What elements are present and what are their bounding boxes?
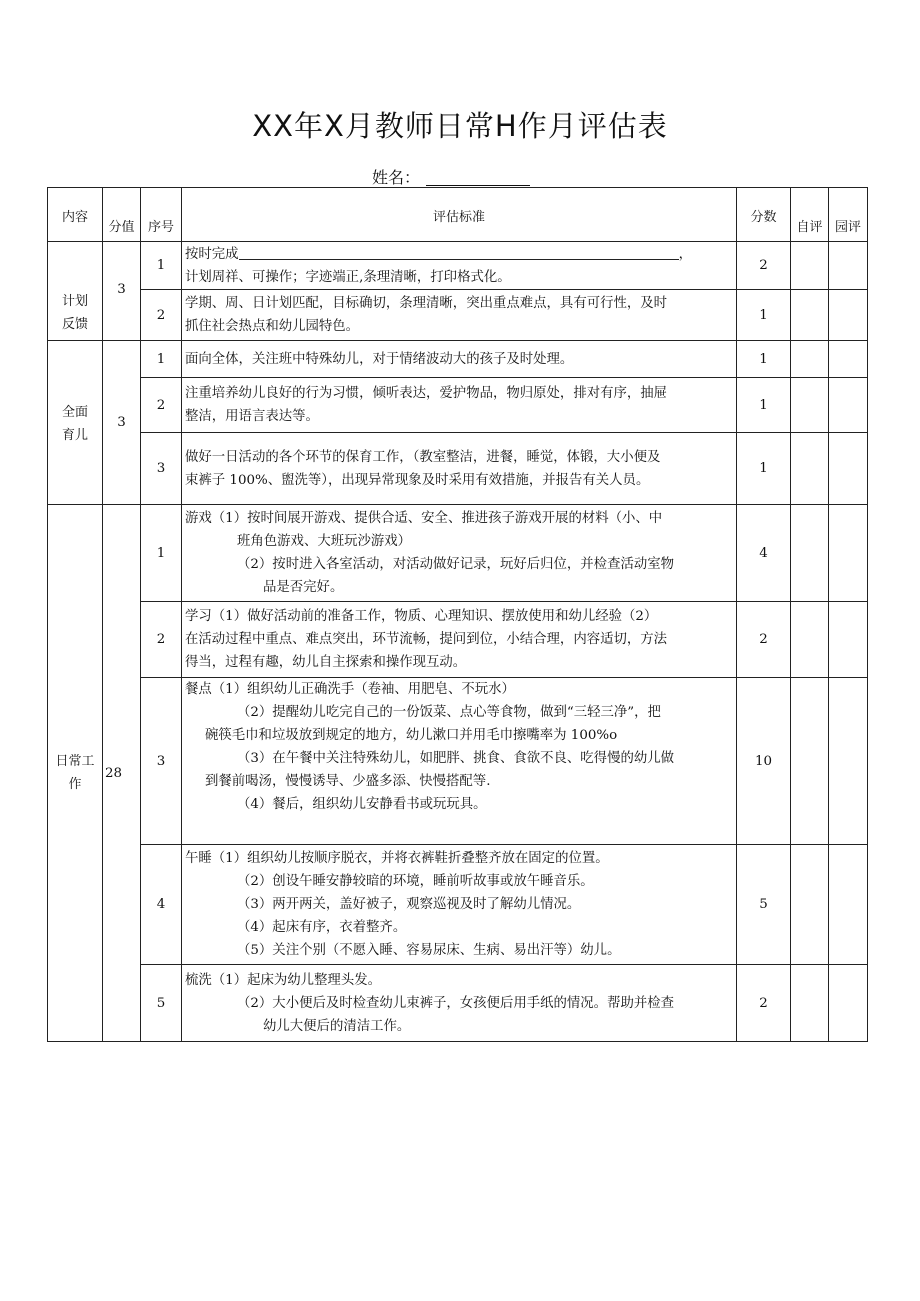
seq-cell: 1 [141,242,182,290]
section-plan-points: 3 [103,242,141,341]
score-cell: 5 [737,845,791,965]
self-eval-cell[interactable] [791,965,829,1042]
seq-cell: 2 [141,290,182,341]
criteria-cell: 梳洗（1）起床为幼儿整理头发。 （2）大小便后及时检查幼儿束裤子，女孩便后用手纸的情况。帮助并检查 幼儿大便后的清洁工作。 [182,965,737,1042]
table-row [48,965,868,1042]
garden-eval-cell[interactable] [829,433,868,505]
criteria-cell: 面向全体，关注班中特殊幼儿，对于情绪波动大的孩子及时处理。 [182,341,737,378]
garden-eval-cell[interactable] [829,505,868,602]
garden-eval-cell[interactable] [829,290,868,341]
self-eval-cell[interactable] [791,678,829,845]
self-eval-cell[interactable] [791,845,829,965]
score-cell: 4 [737,505,791,602]
criteria-cell: 餐点（1）组织幼儿正确洗手（卷袖、用肥皂、不玩水） （2）提醒幼儿吃完自己的一份饭菜、点心等食物，做到“三轻三净”，把 碗筷毛巾和垃圾放到规定的地方，幼儿漱口并用毛巾擦嘴率为 100%o （3）在午餐中关注特殊幼儿，如肥胖、挑食、食欲不良、吃得慢的幼儿做 到餐前喝汤，慢慢诱导、少盛多添、快慢搭配等. （4）餐后，组织幼儿安静看书或玩玩具。 [182,678,737,845]
self-eval-cell[interactable] [791,602,829,678]
garden-eval-cell[interactable] [829,965,868,1042]
criteria-cell: 游戏（1）按时间展开游戏、提供合适、安全、推进孩子游戏开展的材料（小、中 班角色游戏、大班玩沙游戏） （2）按时进入各室活动，对活动做好记录，玩好后归位，并检查活动室物 品是否完好。 [182,505,737,602]
garden-eval-cell[interactable] [829,378,868,433]
self-eval-cell[interactable] [791,341,829,378]
header-criteria: 评估标准 [182,188,737,242]
garden-eval-cell[interactable] [829,602,868,678]
criteria-cell: 学期、周、日计划匹配，目标确切，条理清晰，突出重点难点，具有可行性，及时 抓住社会热点和幼儿园特色。 [182,290,737,341]
self-eval-cell[interactable] [791,433,829,505]
score-cell: 1 [737,433,791,505]
score-cell: 1 [737,290,791,341]
seq-cell: 1 [141,341,182,378]
evaluation-table [47,187,868,1042]
score-cell: 10 [737,678,791,845]
table-row [48,505,868,602]
seq-cell: 3 [141,678,182,845]
criteria-cell: 注重培养幼儿良好的行为习惯，倾听表达，爱护物品，物归原处，排对有序，抽屉 整洁，用语言表达等。 [182,378,737,433]
header-row [48,188,868,242]
self-eval-cell[interactable] [791,505,829,602]
seq-cell: 3 [141,433,182,505]
seq-cell: 4 [141,845,182,965]
seq-cell: 2 [141,378,182,433]
criteria-cell: 学习（1）做好活动前的准备工作，物质、心理知识、摆放使用和幼儿经验（2） 在活动过程中重点、难点突出，环节流畅，提问到位，小结合理，内容适切，方法 得当，过程有趣，幼儿自主探索和操作现互动。 [182,602,737,678]
seq-cell: 2 [141,602,182,678]
seq-cell: 5 [141,965,182,1042]
score-cell: 1 [737,341,791,378]
header-self: 自评 [791,188,829,242]
self-eval-cell[interactable] [791,290,829,341]
section-edu-points: 3 [103,341,141,505]
section-plan-name: 计划 反馈 [48,242,103,341]
table-row [48,341,868,378]
score-cell: 2 [737,242,791,290]
name-field[interactable] [372,165,530,188]
name-label: 姓名： [372,168,421,187]
table-row [48,845,868,965]
table-row [48,678,868,845]
criteria-cell: 做好一日活动的各个环节的保育工作，（教室整洁，进餐，睡觉，体锻，大小便及 束裤子 100%、盥洗等），出现异常现象及时采用有效措施，并报告有关人员。 [182,433,737,505]
self-eval-cell[interactable] [791,242,829,290]
criteria-cell: 按时完成 ， 计划周祥、可操作；字迹端正,条理清晰，打印格式化。 [182,242,737,290]
page-title: XX年X月教师日常H作月评估表 [252,109,668,143]
score-cell: 2 [737,965,791,1042]
header-score: 分数 [737,188,791,242]
table-row [48,433,868,505]
section-daily-points: 28 [103,505,141,1042]
section-edu-name: 全面 育儿 [48,341,103,505]
blank-underline [239,244,679,260]
garden-eval-cell[interactable] [829,678,868,845]
section-daily-name: 日常工 作 [48,505,103,1042]
table-row [48,378,868,433]
table-row [48,602,868,678]
score-cell: 2 [737,602,791,678]
header-garden: 园评 [829,188,868,242]
garden-eval-cell[interactable] [829,341,868,378]
header-content: 内容 [48,188,103,242]
self-eval-cell[interactable] [791,378,829,433]
score-cell: 1 [737,378,791,433]
table-row [48,290,868,341]
criteria-cell: 午睡（1）组织幼儿按顺序脱衣，并将衣裤鞋折叠整齐放在固定的位置。 （2）创设午睡安静较暗的环境，睡前听故事或放午睡音乐。 （3）两开两关，盖好被子，观察巡视及时了解幼儿情况。 （4）起床有序，衣着整齐。 （5）关注个别（不愿入睡、容易尿床、生病、易出汗等）幼儿。 [182,845,737,965]
table-row [48,242,868,290]
header-seq: 序号 [141,188,182,242]
garden-eval-cell[interactable] [829,845,868,965]
garden-eval-cell[interactable] [829,242,868,290]
seq-cell: 1 [141,505,182,602]
header-points: 分值 [103,188,141,242]
name-blank-line[interactable] [426,169,530,186]
